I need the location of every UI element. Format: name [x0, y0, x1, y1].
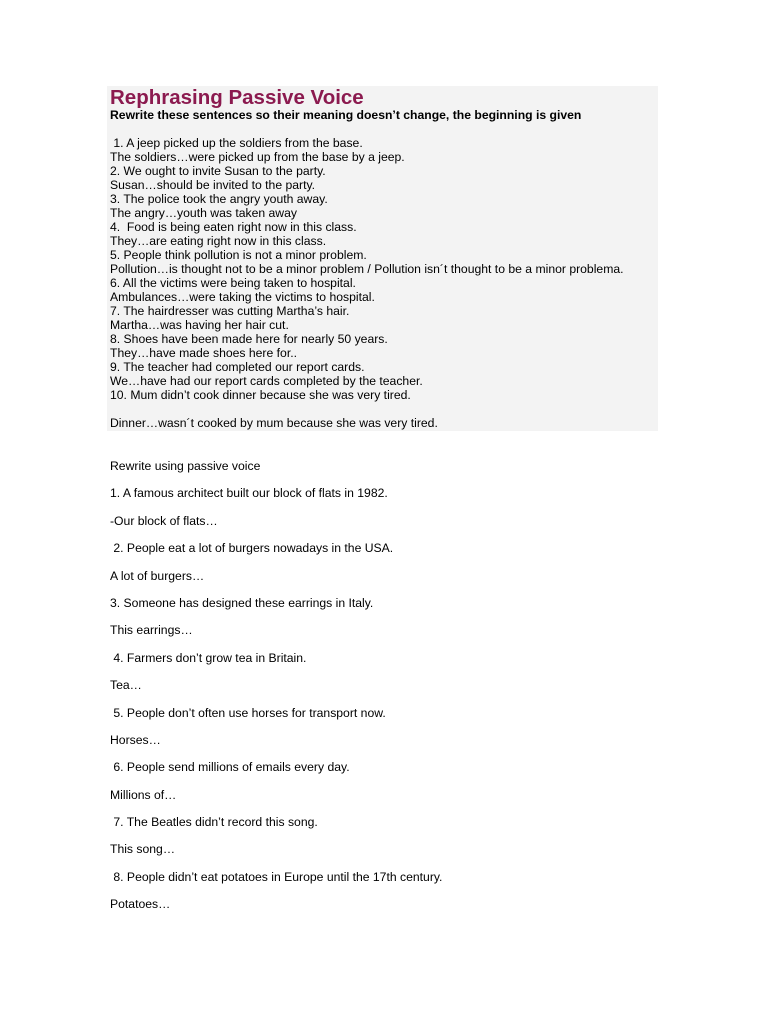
sentence-line: They…have made shoes here for..	[110, 346, 297, 360]
document-title: Rephrasing Passive Voice	[110, 86, 364, 109]
sentence-line: 3. The police took the angry youth away.	[110, 192, 328, 206]
sentence-line: 9. The teacher had completed our report cards.	[110, 360, 365, 374]
sentence-line: We…have had our report cards completed by the teacher.	[110, 374, 423, 388]
answer-starter: A lot of burgers…	[110, 568, 205, 583]
answer-starter: This earrings…	[110, 623, 193, 638]
sentence-line: Pollution…is thought not to be a minor problem / Pollution isn´t thought to be a minor problema.	[110, 262, 624, 276]
answer-starter: This song…	[110, 842, 176, 857]
sentence-line: 6. All the victims were being taken to hospital.	[110, 276, 356, 290]
document-instructions: Rewrite these sentences so their meaning doesn’t change, the beginning is given	[110, 108, 582, 122]
exercise-panel	[107, 86, 658, 431]
answer-starter: Potatoes…	[110, 897, 171, 912]
sentence-list	[110, 136, 624, 402]
answer-starter: Tea…	[110, 678, 142, 693]
exercise-prompt: 8. People didn’t eat potatoes in Europe until the 17th century.	[110, 869, 443, 884]
answer-starter: Horses…	[110, 732, 161, 747]
sentence-line: 10. Mum didn’t cook dinner because she was very tired.	[110, 388, 411, 402]
sentence-line: 5. People think pollution is not a minor problem.	[110, 248, 367, 262]
sentence-line: Ambulances…were taking the victims to hospital.	[110, 290, 375, 304]
exercise-prompt: 7. The Beatles didn’t record this song.	[110, 815, 318, 830]
answer-starter: Millions of…	[110, 787, 177, 802]
exercise-prompt: 1. A famous architect built our block of flats in 1982.	[110, 486, 388, 501]
answer-starter: -Our block of flats…	[110, 513, 218, 528]
exercise-prompt: 5. People don’t often use horses for transport now.	[110, 705, 386, 720]
sentence-line: 2. We ought to invite Susan to the party.	[110, 164, 326, 178]
final-answer-line: Dinner…wasn´t cooked by mum because she was very tired.	[110, 416, 438, 430]
rewrite-exercise	[110, 458, 710, 924]
sentence-line: 7. The hairdresser was cutting Martha’s hair.	[110, 304, 350, 318]
sentence-line: 4. Food is being eaten right now in this class.	[110, 220, 357, 234]
exercise-prompt: 4. Farmers don’t grow tea in Britain.	[110, 650, 307, 665]
sentence-line: Martha…was having her hair cut.	[110, 318, 289, 332]
sentence-line: 8. Shoes have been made here for nearly 50 years.	[110, 332, 388, 346]
sentence-line: 1. A jeep picked up the soldiers from the base.	[110, 136, 363, 150]
sentence-line: The soldiers…were picked up from the base by a jeep.	[110, 150, 405, 164]
sentence-line: The angry…youth was taken away	[110, 206, 297, 220]
sentence-line: They…are eating right now in this class.	[110, 234, 327, 248]
section-heading: Rewrite using passive voice	[110, 459, 261, 473]
exercise-prompt: 6. People send millions of emails every day.	[110, 760, 350, 775]
exercise-prompt: 2. People eat a lot of burgers nowadays in the USA.	[110, 541, 394, 556]
exercise-prompt: 3. Someone has designed these earrings in Italy.	[110, 595, 374, 610]
sentence-line: Susan…should be invited to the party.	[110, 178, 316, 192]
